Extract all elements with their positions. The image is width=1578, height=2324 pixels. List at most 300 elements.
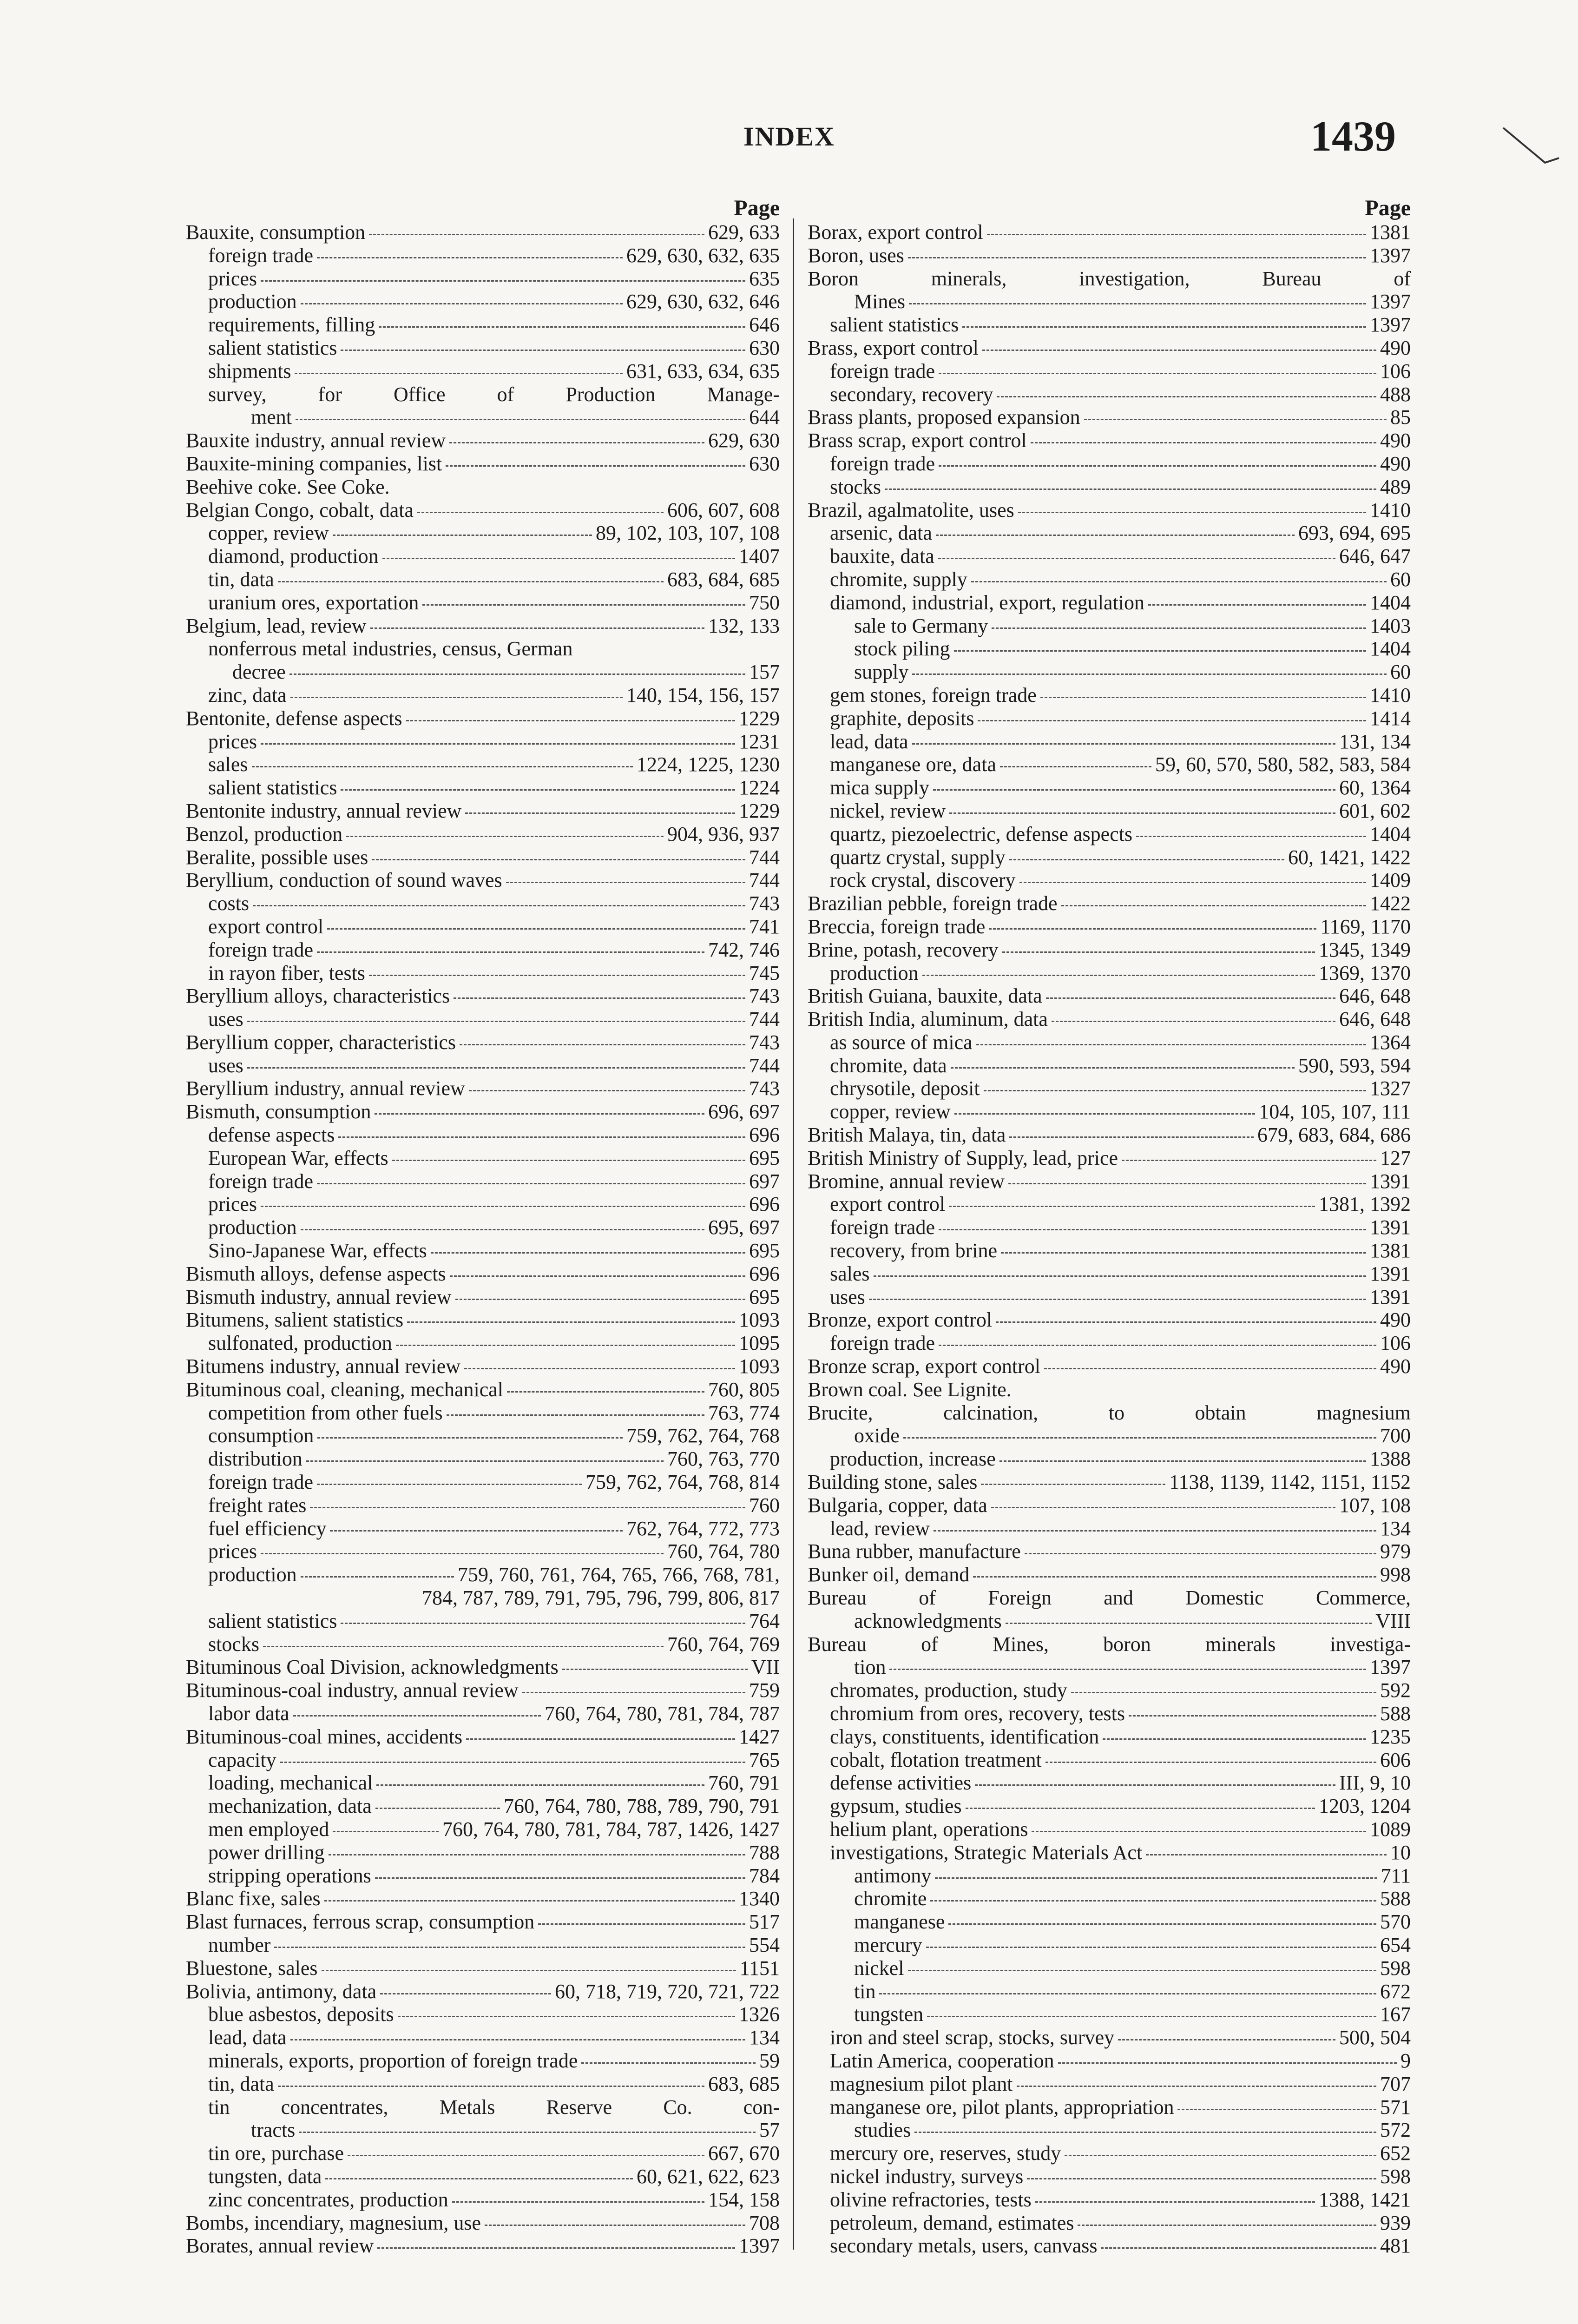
entry-term: British Ministry of Supply, lead, price [808, 1146, 1118, 1169]
index-entry [808, 406, 1411, 429]
entry-term: Bromine, annual review [808, 1169, 1005, 1193]
leader-dots [469, 1090, 745, 1091]
index-entry [186, 1401, 780, 1425]
index-entry [808, 1656, 1411, 1679]
leader-dots [369, 975, 745, 976]
leader-dots [997, 396, 1376, 397]
entry-page-refs: III, 9, 10 [1339, 1771, 1411, 1795]
leader-dots [317, 1183, 745, 1184]
index-entry [186, 1957, 780, 1980]
entry-term: Brass scrap, export control [808, 429, 1027, 452]
entry-term: Bureau of Foreign and Domestic Commerce, [808, 1586, 1411, 1610]
leader-dots [380, 1993, 551, 1994]
index-entry [808, 1147, 1411, 1170]
leader-dots [369, 234, 704, 235]
entry-term: Bentonite, defense aspects [186, 706, 402, 730]
entry-term: Brine, potash, recovery [808, 938, 999, 961]
entry-term: uses [208, 1008, 243, 1031]
entry-page-refs: 1397 [1370, 290, 1411, 313]
entry-page-refs: 1391 [1370, 1285, 1411, 1308]
entry-page-refs: 760, 764, 769 [667, 1632, 780, 1656]
leader-dots [1058, 2062, 1397, 2064]
entry-term: competition from other fuels [208, 1401, 443, 1424]
entry-term: production [830, 961, 919, 984]
entry-term: helium plant, operations [830, 1817, 1028, 1841]
leader-dots [1019, 882, 1366, 883]
entry-term: Beehive coke. See Coke. [186, 475, 390, 498]
leader-dots [949, 1206, 1315, 1207]
leader-dots [376, 1784, 704, 1786]
entry-page-refs: 134 [1380, 1517, 1411, 1540]
entry-term: Bronze, export control [808, 1308, 993, 1332]
index-entry [186, 244, 780, 267]
index-entry [808, 1401, 1411, 1425]
entry-term: ment [251, 406, 292, 429]
index-entry [808, 1795, 1411, 1818]
entry-page-refs: 697 [749, 1169, 780, 1193]
index-entry [808, 1934, 1411, 1957]
entry-page-refs: 759, 760, 761, 764, 765, 766, 768, 781, [458, 1563, 780, 1586]
entry-page-refs: 1409 [1370, 869, 1411, 892]
entry-page-refs: 696 [749, 1262, 780, 1285]
leader-dots [1032, 1831, 1366, 1832]
entry-page-refs: 598 [1380, 2165, 1411, 2188]
entry-term: foreign trade [830, 359, 935, 383]
index-entry [808, 915, 1411, 938]
leader-dots [962, 326, 1366, 328]
index-entry [808, 1563, 1411, 1586]
entry-page-refs: 695 [749, 1146, 780, 1169]
index-entry [186, 2188, 780, 2212]
entry-page-refs: 1404 [1370, 591, 1411, 614]
entry-page-refs: 598 [1380, 1956, 1411, 1980]
entry-term: Breccia, foreign trade [808, 915, 986, 938]
entry-term: stock piling [854, 637, 950, 660]
entry-term: foreign trade [208, 244, 313, 267]
entry-term: in rayon fiber, tests [208, 961, 365, 984]
leader-dots [954, 1113, 1256, 1115]
index-entry [808, 545, 1411, 568]
entry-term: Bituminous-coal mines, accidents [186, 1725, 463, 1748]
leader-dots [278, 2086, 704, 2087]
entry-page-refs: 629, 630, 632, 646 [626, 290, 780, 313]
leader-dots [310, 1507, 745, 1508]
leader-dots [398, 2016, 735, 2017]
leader-dots [949, 812, 1335, 814]
index-entry [186, 962, 780, 985]
leader-dots [377, 2247, 735, 2249]
entry-term: foreign trade [830, 452, 935, 475]
entry-page-refs: 745 [749, 961, 780, 984]
index-entry [186, 823, 780, 846]
entry-page-refs: 59, 60, 570, 580, 582, 583, 584 [1155, 753, 1411, 776]
entry-term: uses [208, 1054, 243, 1077]
entry-term: olivine refractories, tests [830, 2188, 1032, 2211]
entry-page-refs: 1169, 1170 [1320, 915, 1411, 938]
entry-page-refs: 741 [749, 915, 780, 938]
leader-dots [301, 1229, 704, 1230]
index-entry [808, 1887, 1411, 1910]
leader-dots [507, 1391, 704, 1393]
entry-term: tin concentrates, Metals Reserve Co. con- [208, 2095, 780, 2119]
entry-page-refs: 134 [749, 2026, 780, 2049]
entry-page-refs: 601, 602 [1339, 799, 1411, 822]
entry-term: salient statistics [208, 1609, 337, 1632]
entry-term: Bismuth, consumption [186, 1100, 371, 1123]
entry-term: studies [854, 2119, 911, 2142]
entry-term: investigations, Strategic Materials Act [830, 1841, 1143, 1864]
index-entry [808, 1077, 1411, 1100]
entry-page-refs: 1093 [739, 1355, 780, 1378]
entry-term: British Malaya, tin, data [808, 1123, 1006, 1147]
entry-page-refs: 711 [1381, 1864, 1411, 1887]
leader-dots [978, 720, 1366, 721]
index-entry [808, 799, 1411, 823]
leader-dots [889, 1669, 1366, 1670]
entry-term: Bauxite-mining companies, list [186, 452, 442, 475]
entry-page-refs: 89, 102, 103, 107, 108 [596, 522, 780, 545]
index-entry [808, 383, 1411, 406]
index-entry [186, 1332, 780, 1355]
entry-term: tin [854, 1980, 876, 2003]
entry-term: British India, aluminum, data [808, 1008, 1048, 1031]
leader-dots [1052, 1021, 1335, 1022]
entry-term: recovery, from brine [830, 1239, 997, 1262]
entry-page-refs: 106 [1380, 359, 1411, 383]
entry-page-refs: 652 [1380, 2142, 1411, 2165]
entry-page-refs: 743 [749, 892, 780, 915]
leader-dots [991, 1507, 1335, 1508]
leader-dots [930, 1900, 1376, 1901]
leader-dots [261, 280, 745, 282]
leader-dots [939, 1345, 1376, 1346]
entry-page-refs: 157 [749, 660, 780, 684]
entry-term: copper, review [830, 1100, 951, 1123]
leader-dots [253, 905, 745, 906]
leader-dots [879, 1993, 1376, 1994]
leader-dots [1065, 2155, 1376, 2156]
entry-page-refs: 1404 [1370, 637, 1411, 660]
index-entry [808, 707, 1411, 730]
entry-term: loading, mechanical [208, 1771, 373, 1795]
entry-term: Bituminous Coal Division, acknowledgments [186, 1656, 559, 1679]
entry-page-refs: 1410 [1370, 498, 1411, 522]
entry-term: Brucite, calcination, to obtain magnesium [808, 1401, 1411, 1424]
index-entry [186, 2073, 780, 2096]
index-entry [186, 1054, 780, 1077]
index-entry-list [808, 221, 1411, 2258]
entry-page-refs: 517 [749, 1910, 780, 1934]
entry-page-refs: 1093 [739, 1308, 780, 1332]
entry-page-refs: 606 [1380, 1748, 1411, 1771]
entry-term: lead, data [830, 730, 908, 753]
index-entry [186, 846, 780, 869]
entry-term: requirements, filling [208, 313, 375, 337]
leader-dots [460, 1044, 745, 1045]
entry-page-refs: 760, 763, 770 [667, 1447, 780, 1471]
index-entry [808, 1378, 1411, 1401]
leader-dots [299, 2132, 756, 2133]
entry-term: stocks [830, 475, 881, 498]
index-entry [808, 2119, 1411, 2142]
index-entry-list [186, 221, 780, 2258]
entry-term: salient statistics [208, 776, 337, 799]
leader-dots [933, 789, 1335, 791]
leader-dots [1045, 1762, 1376, 1763]
leader-dots [992, 627, 1366, 629]
index-entry [186, 1447, 780, 1471]
index-entry [808, 1193, 1411, 1216]
entry-term: as source of mica [830, 1030, 973, 1054]
entry-page-refs: 490 [1380, 452, 1411, 475]
entry-term: foreign trade [208, 1169, 313, 1193]
entry-term: European War, effects [208, 1146, 388, 1169]
leader-dots [975, 1784, 1335, 1786]
leader-dots [296, 419, 745, 420]
entry-term: foreign trade [830, 1216, 935, 1239]
index-entry [186, 1008, 780, 1031]
entry-page-refs: 904, 936, 937 [667, 822, 780, 845]
entry-term: sulfonated, production [208, 1332, 392, 1355]
index-entry [186, 1679, 780, 1702]
entry-page-refs: 127 [1380, 1146, 1411, 1169]
index-entry [808, 313, 1411, 337]
index-entry [186, 1771, 780, 1795]
leader-dots [922, 975, 1315, 976]
index-entry [808, 337, 1411, 360]
entry-page-refs: 696, 697 [708, 1100, 780, 1123]
entry-page-refs: 763, 774 [708, 1401, 780, 1424]
entry-term: antimony [854, 1864, 932, 1887]
index-entry [186, 1910, 780, 1934]
entry-term: acknowledgments [854, 1609, 1002, 1632]
entry-term: Bauxite, consumption [186, 221, 366, 244]
entry-page-refs: 154, 158 [708, 2188, 780, 2211]
index-entry [186, 290, 780, 313]
leader-dots [1046, 997, 1335, 999]
leader-dots [348, 2155, 704, 2156]
entry-page-refs: 667, 670 [708, 2142, 780, 2165]
entry-term: Bauxite industry, annual review [186, 429, 446, 452]
entry-term: sales [830, 1262, 870, 1285]
leader-dots [346, 836, 664, 837]
entry-page-refs: 488 [1380, 383, 1411, 406]
entry-term: Belgium, lead, review [186, 614, 367, 637]
entry-page-refs: 60, 621, 622, 623 [637, 2165, 780, 2188]
leader-dots [375, 1808, 500, 1809]
entry-page-refs: 760, 764, 780, 781, 784, 787 [545, 1702, 780, 1725]
leader-dots [330, 1530, 623, 1532]
index-entry [808, 776, 1411, 799]
entry-page-refs: 744 [749, 1054, 780, 1077]
index-entry [186, 522, 780, 545]
index-entry [808, 429, 1411, 452]
leader-dots [464, 1368, 735, 1369]
entry-page-refs: 1231 [739, 730, 780, 753]
leader-dots [874, 1275, 1366, 1277]
entry-term: 784, 787, 789, 791, 795, 796, 799, 806, 817 [422, 1586, 780, 1610]
leader-dots [935, 1877, 1377, 1879]
index-entry [808, 2212, 1411, 2235]
index-entry [186, 730, 780, 753]
column-divider [793, 218, 794, 2250]
leader-dots [908, 1970, 1376, 1971]
entry-term: Beryllium alloys, characteristics [186, 984, 450, 1008]
entry-page-refs: 683, 684, 685 [667, 568, 780, 591]
index-entry [808, 1239, 1411, 1262]
entry-page-refs: 1229 [739, 706, 780, 730]
entry-page-refs: 1388 [1370, 1447, 1411, 1471]
entry-term: Beryllium industry, annual review [186, 1077, 465, 1100]
index-entry [808, 1679, 1411, 1702]
entry-term: cobalt, flotation treatment [830, 1748, 1042, 1771]
entry-page-refs: 606, 607, 608 [667, 498, 780, 522]
index-entry [808, 1216, 1411, 1239]
entry-page-refs: 106 [1380, 1332, 1411, 1355]
index-entry [186, 1147, 780, 1170]
entry-term: diamond, industrial, export, regulation [830, 591, 1144, 614]
index-entry [808, 753, 1411, 776]
entry-term: tracts [251, 2119, 296, 2142]
leader-dots [446, 465, 745, 467]
entry-page-refs: 1427 [739, 1725, 780, 1748]
entry-page-refs: 1138, 1139, 1142, 1151, 1152 [1169, 1471, 1411, 1494]
index-entry [186, 2096, 780, 2119]
entry-term: quartz, piezoelectric, defense aspects [830, 822, 1133, 845]
leader-dots [1146, 1854, 1387, 1855]
entry-term: iron and steel scrap, stocks, survey [830, 2026, 1115, 2049]
index-entry [808, 1818, 1411, 1841]
index-entry [808, 591, 1411, 614]
leader-dots [317, 257, 623, 258]
entry-term: copper, review [208, 522, 329, 545]
leader-dots [984, 1090, 1366, 1091]
entry-page-refs: 631, 633, 634, 635 [626, 359, 780, 383]
entry-page-refs: 10 [1390, 1841, 1411, 1864]
entry-term: nickel [854, 1956, 904, 1980]
entry-term: tion [854, 1656, 886, 1679]
index-entry [186, 1077, 780, 1100]
entry-term: production [208, 290, 297, 313]
leader-dots [1001, 1252, 1366, 1254]
index-entry [808, 1633, 1411, 1656]
entry-page-refs: 646, 648 [1339, 984, 1411, 1008]
entry-page-refs: 760, 764, 780, 781, 784, 787, 1426, 1427 [442, 1817, 780, 1841]
index-entry [186, 1355, 780, 1378]
leader-dots [927, 2016, 1376, 2017]
index-entry [808, 1586, 1411, 1610]
entry-term: Beryllium, conduction of sound waves [186, 869, 502, 892]
index-entry [808, 1610, 1411, 1633]
entry-term: sales [208, 753, 248, 776]
leader-dots [973, 1576, 1376, 1578]
entry-page-refs: 939 [1380, 2211, 1411, 2234]
leader-dots [1148, 604, 1366, 606]
index-entry [186, 1262, 780, 1286]
entry-term: British Guiana, bauxite, data [808, 984, 1042, 1008]
leader-dots [522, 1692, 745, 1693]
entry-term: arsenic, data [830, 522, 932, 545]
entry-term: chromite [854, 1887, 927, 1910]
entry-page-refs: 1397 [1370, 244, 1411, 267]
entry-term: export control [830, 1193, 946, 1216]
entry-page-refs: 696 [749, 1193, 780, 1216]
entry-term: Bulgaria, copper, data [808, 1493, 987, 1517]
entry-page-refs: 490 [1380, 336, 1411, 359]
leader-dots [581, 2062, 756, 2064]
index-entry [186, 869, 780, 892]
index-entry [808, 2142, 1411, 2165]
entry-term: chromite, data [830, 1054, 947, 1077]
index-entry [186, 1494, 780, 1517]
entry-term: Bituminous-coal industry, annual review [186, 1679, 519, 1702]
entry-term: supply [854, 660, 909, 684]
index-entry [186, 429, 780, 452]
entry-page-refs: 644 [749, 406, 780, 429]
index-entry [186, 383, 780, 406]
index-entry [808, 1980, 1411, 2003]
entry-term: petroleum, demand, estimates [830, 2211, 1074, 2234]
leader-dots [1000, 766, 1151, 767]
index-entry [808, 2096, 1411, 2119]
leader-dots [1035, 2201, 1315, 2203]
corner-pencil-mark [1501, 125, 1561, 172]
entry-page-refs: 590, 593, 594 [1298, 1054, 1411, 1077]
entry-term: Beryllium copper, characteristics [186, 1030, 456, 1054]
leader-dots [278, 581, 664, 582]
leader-dots [466, 1738, 735, 1740]
leader-dots [1084, 419, 1387, 420]
entry-page-refs: 490 [1380, 1308, 1411, 1332]
index-entry [808, 984, 1411, 1008]
entry-page-refs: 572 [1380, 2119, 1411, 2142]
entry-page-refs: 646 [749, 313, 780, 337]
leader-dots [1002, 951, 1315, 953]
index-entry [186, 1193, 780, 1216]
index-entry [808, 660, 1411, 684]
entry-page-refs: 60, 718, 719, 720, 721, 722 [555, 1980, 780, 2003]
index-entry [808, 1031, 1411, 1054]
leader-dots [909, 303, 1366, 304]
leader-dots [996, 1321, 1376, 1323]
index-entry [808, 1123, 1411, 1147]
leader-dots [422, 604, 745, 606]
entry-page-refs: 1345, 1349 [1319, 938, 1411, 961]
index-entry [186, 614, 780, 638]
entry-term: Bitumens industry, annual review [186, 1355, 461, 1378]
leader-dots [939, 1229, 1366, 1230]
entry-page-refs: 759, 762, 764, 768, 814 [585, 1471, 780, 1494]
entry-page-refs: 760, 764, 780, 788, 789, 790, 791 [504, 1795, 780, 1818]
entry-term: lead, data [208, 2026, 287, 2049]
index-entry [808, 1494, 1411, 1517]
entry-page-refs: 1414 [1370, 706, 1411, 730]
leader-dots [939, 373, 1376, 374]
leader-dots [396, 1345, 735, 1346]
entry-page-refs: 1235 [1370, 1725, 1411, 1748]
entry-page-refs: 1224 [739, 776, 780, 799]
index-entry [808, 499, 1411, 522]
leader-dots [939, 465, 1376, 467]
entry-term: production, increase [830, 1447, 996, 1471]
entry-term: foreign trade [830, 1332, 935, 1355]
leader-dots [338, 1136, 745, 1138]
entry-term: salient statistics [208, 336, 337, 359]
index-entry [808, 2165, 1411, 2188]
leader-dots [247, 1067, 745, 1069]
entry-term: mechanization, data [208, 1795, 372, 1818]
page-column-label: Page [734, 196, 780, 220]
